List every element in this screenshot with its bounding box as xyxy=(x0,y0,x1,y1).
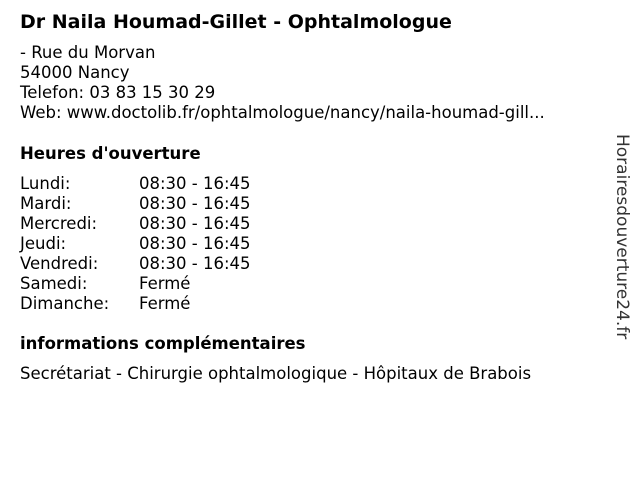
time-value: Fermé xyxy=(139,274,191,293)
site-watermark: Horairesdouverture24.fr xyxy=(612,134,632,340)
time-value: Fermé xyxy=(139,294,191,313)
day-label: Mercredi: xyxy=(20,214,98,233)
opening-hours-heading: Heures d'ouverture xyxy=(20,144,201,163)
day-label: Vendredi: xyxy=(20,254,99,273)
hours-row-sunday xyxy=(20,294,320,314)
hours-row-friday xyxy=(20,254,320,274)
time-value: 08:30 - 16:45 xyxy=(139,254,251,273)
hours-row-thursday xyxy=(20,234,320,254)
page-title: Dr Naila Houmad-Gillet - Ophtalmologue xyxy=(20,11,452,33)
day-label: Lundi: xyxy=(20,174,71,193)
time-value: 08:30 - 16:45 xyxy=(139,234,251,253)
street-address: - Rue du Morvan xyxy=(20,43,156,62)
city-address: 54000 Nancy xyxy=(20,63,130,82)
hours-row-wednesday xyxy=(20,214,320,234)
hours-row-tuesday xyxy=(20,194,320,214)
day-label: Samedi: xyxy=(20,274,88,293)
phone-number: Telefon: 03 83 15 30 29 xyxy=(20,83,216,102)
time-value: 08:30 - 16:45 xyxy=(139,214,251,233)
hours-row-saturday xyxy=(20,274,320,294)
time-value: 08:30 - 16:45 xyxy=(139,174,251,193)
time-value: 08:30 - 16:45 xyxy=(139,194,251,213)
opening-hours-table xyxy=(20,174,320,314)
day-label: Jeudi: xyxy=(20,234,67,253)
additional-info-heading: informations complémentaires xyxy=(20,334,306,353)
day-label: Mardi: xyxy=(20,194,72,213)
hours-row-monday xyxy=(20,174,320,194)
day-label: Dimanche: xyxy=(20,294,110,313)
website-link[interactable]: Web: www.doctolib.fr/ophtalmologue/nancy/naila-houmad-gill... xyxy=(20,103,545,122)
contact-block xyxy=(20,43,545,123)
additional-info-text: Secrétariat - Chirurgie ophtalmologique - Hôpitaux de Brabois xyxy=(20,364,532,383)
